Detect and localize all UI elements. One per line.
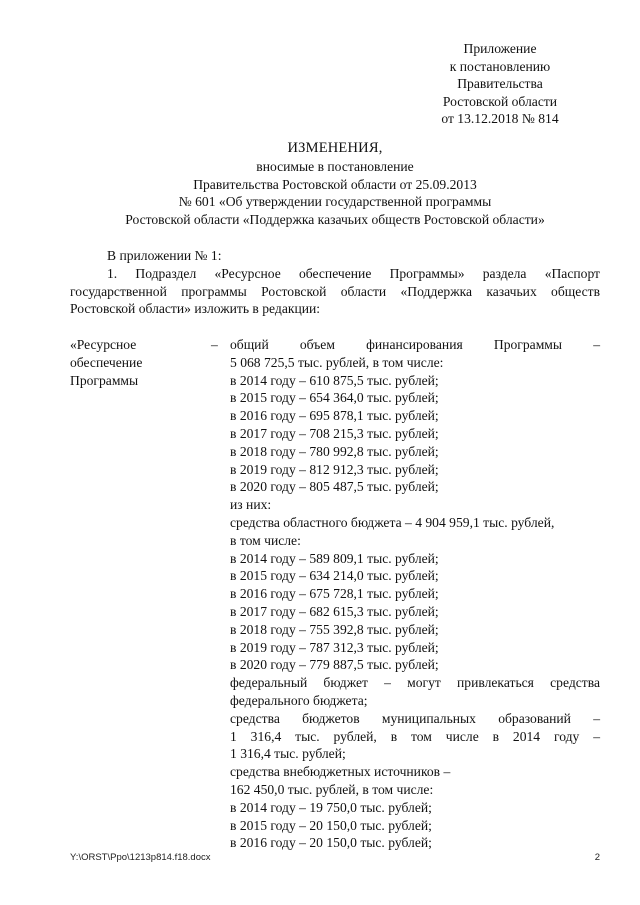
title-line: вносимые в постановление <box>256 158 414 174</box>
content-line: федеральный бюджет – могут привлекаться средства <box>230 675 600 691</box>
content-line: в 2018 году – 755 392,8 тыс. рублей; <box>230 621 439 637</box>
content-line: в 2020 году – 779 887,5 тыс. рублей; <box>230 657 439 673</box>
content-line: в 2019 году – 787 312,3 тыс. рублей; <box>230 639 439 655</box>
content-line: в 2016 году – 695 878,1 тыс. рублей; <box>230 408 439 424</box>
label-line: Программы <box>70 372 139 388</box>
title-line: № 601 «Об утверждении государственной программы <box>178 194 492 210</box>
item1-line: государственной программы Ростовской области «Поддержка казачьих обществ <box>70 283 600 299</box>
content-line: в 2014 году – 610 875,5 тыс. рублей; <box>230 372 439 388</box>
intro-section <box>70 247 600 318</box>
label-line: обеспечение <box>70 354 143 370</box>
content-line: в 2020 году – 805 487,5 тыс. рублей; <box>230 479 439 495</box>
content-line: средства бюджетов муниципальных образований – <box>230 710 600 726</box>
content-line: в 2017 году – 708 215,3 тыс. рублей; <box>230 425 439 441</box>
appendix-line: Правительства <box>457 76 543 92</box>
label-line: «Ресурсное <box>70 337 137 352</box>
appendix-line: от 13.12.2018 № 814 <box>441 111 559 127</box>
content-line: в 2015 году – 20 150,0 тыс. рублей; <box>230 817 432 833</box>
content-line: средства областного бюджета – 4 904 959,1 тыс. рублей, <box>230 514 555 530</box>
resource-content <box>230 336 600 852</box>
item1-line: 1. Подраздел «Ресурсное обеспечение Программы» раздела «Паспорт <box>107 265 600 281</box>
content-line: средства внебюджетных источников – <box>230 764 451 780</box>
content-line: 1 316,4 тыс. рублей, в том числе в 2014 году – <box>230 728 600 744</box>
content-line: в 2014 году – 19 750,0 тыс. рублей; <box>230 799 432 815</box>
content-line: 162 450,0 тыс. рублей, в том числе: <box>230 781 434 797</box>
resource-dash: – <box>211 337 218 352</box>
annex-heading: В приложении № 1: <box>107 248 222 263</box>
content-line: в 2015 году – 654 364,0 тыс. рублей; <box>230 390 439 406</box>
file-path: Y:\ORST\Ppo\1213p814.f18.docx <box>70 852 211 863</box>
content-line: в 2015 году – 634 214,0 тыс. рублей; <box>230 568 439 584</box>
content-line: в 2016 году – 20 150,0 тыс. рублей; <box>230 835 432 851</box>
document-title <box>70 140 600 229</box>
appendix-line: к постановлению <box>449 58 551 74</box>
content-line: из них: <box>230 497 272 513</box>
item1-line: Ростовской области» изложить в редакции: <box>70 301 321 317</box>
resource-label <box>70 336 210 389</box>
appendix-line: Приложение <box>463 41 537 56</box>
page-number: 2 <box>594 852 600 863</box>
title-main: ИЗМЕНЕНИЯ, <box>287 140 383 156</box>
content-line: общий объем финансирования Программы – <box>230 337 600 352</box>
title-line: Правительства Ростовской области от 25.09.2013 <box>193 176 477 192</box>
content-line: в том числе: <box>230 532 301 548</box>
content-line: в 2017 году – 682 615,3 тыс. рублей; <box>230 603 439 619</box>
title-line: Ростовской области «Поддержка казачьих обществ Ростовской области» <box>125 212 545 228</box>
content-line: федерального бюджета; <box>230 692 368 708</box>
content-line: в 2014 году – 589 809,1 тыс. рублей; <box>230 550 439 566</box>
content-line: в 2018 году – 780 992,8 тыс. рублей; <box>230 443 439 459</box>
content-line: в 2019 году – 812 912,3 тыс. рублей; <box>230 461 439 477</box>
content-line: 5 068 725,5 тыс. рублей, в том числе: <box>230 354 444 370</box>
content-line: 1 316,4 тыс. рублей; <box>230 746 346 762</box>
appendix-line: Ростовской области <box>442 93 558 109</box>
content-line: в 2016 году – 675 728,1 тыс. рублей; <box>230 586 439 602</box>
appendix-header <box>410 40 590 128</box>
